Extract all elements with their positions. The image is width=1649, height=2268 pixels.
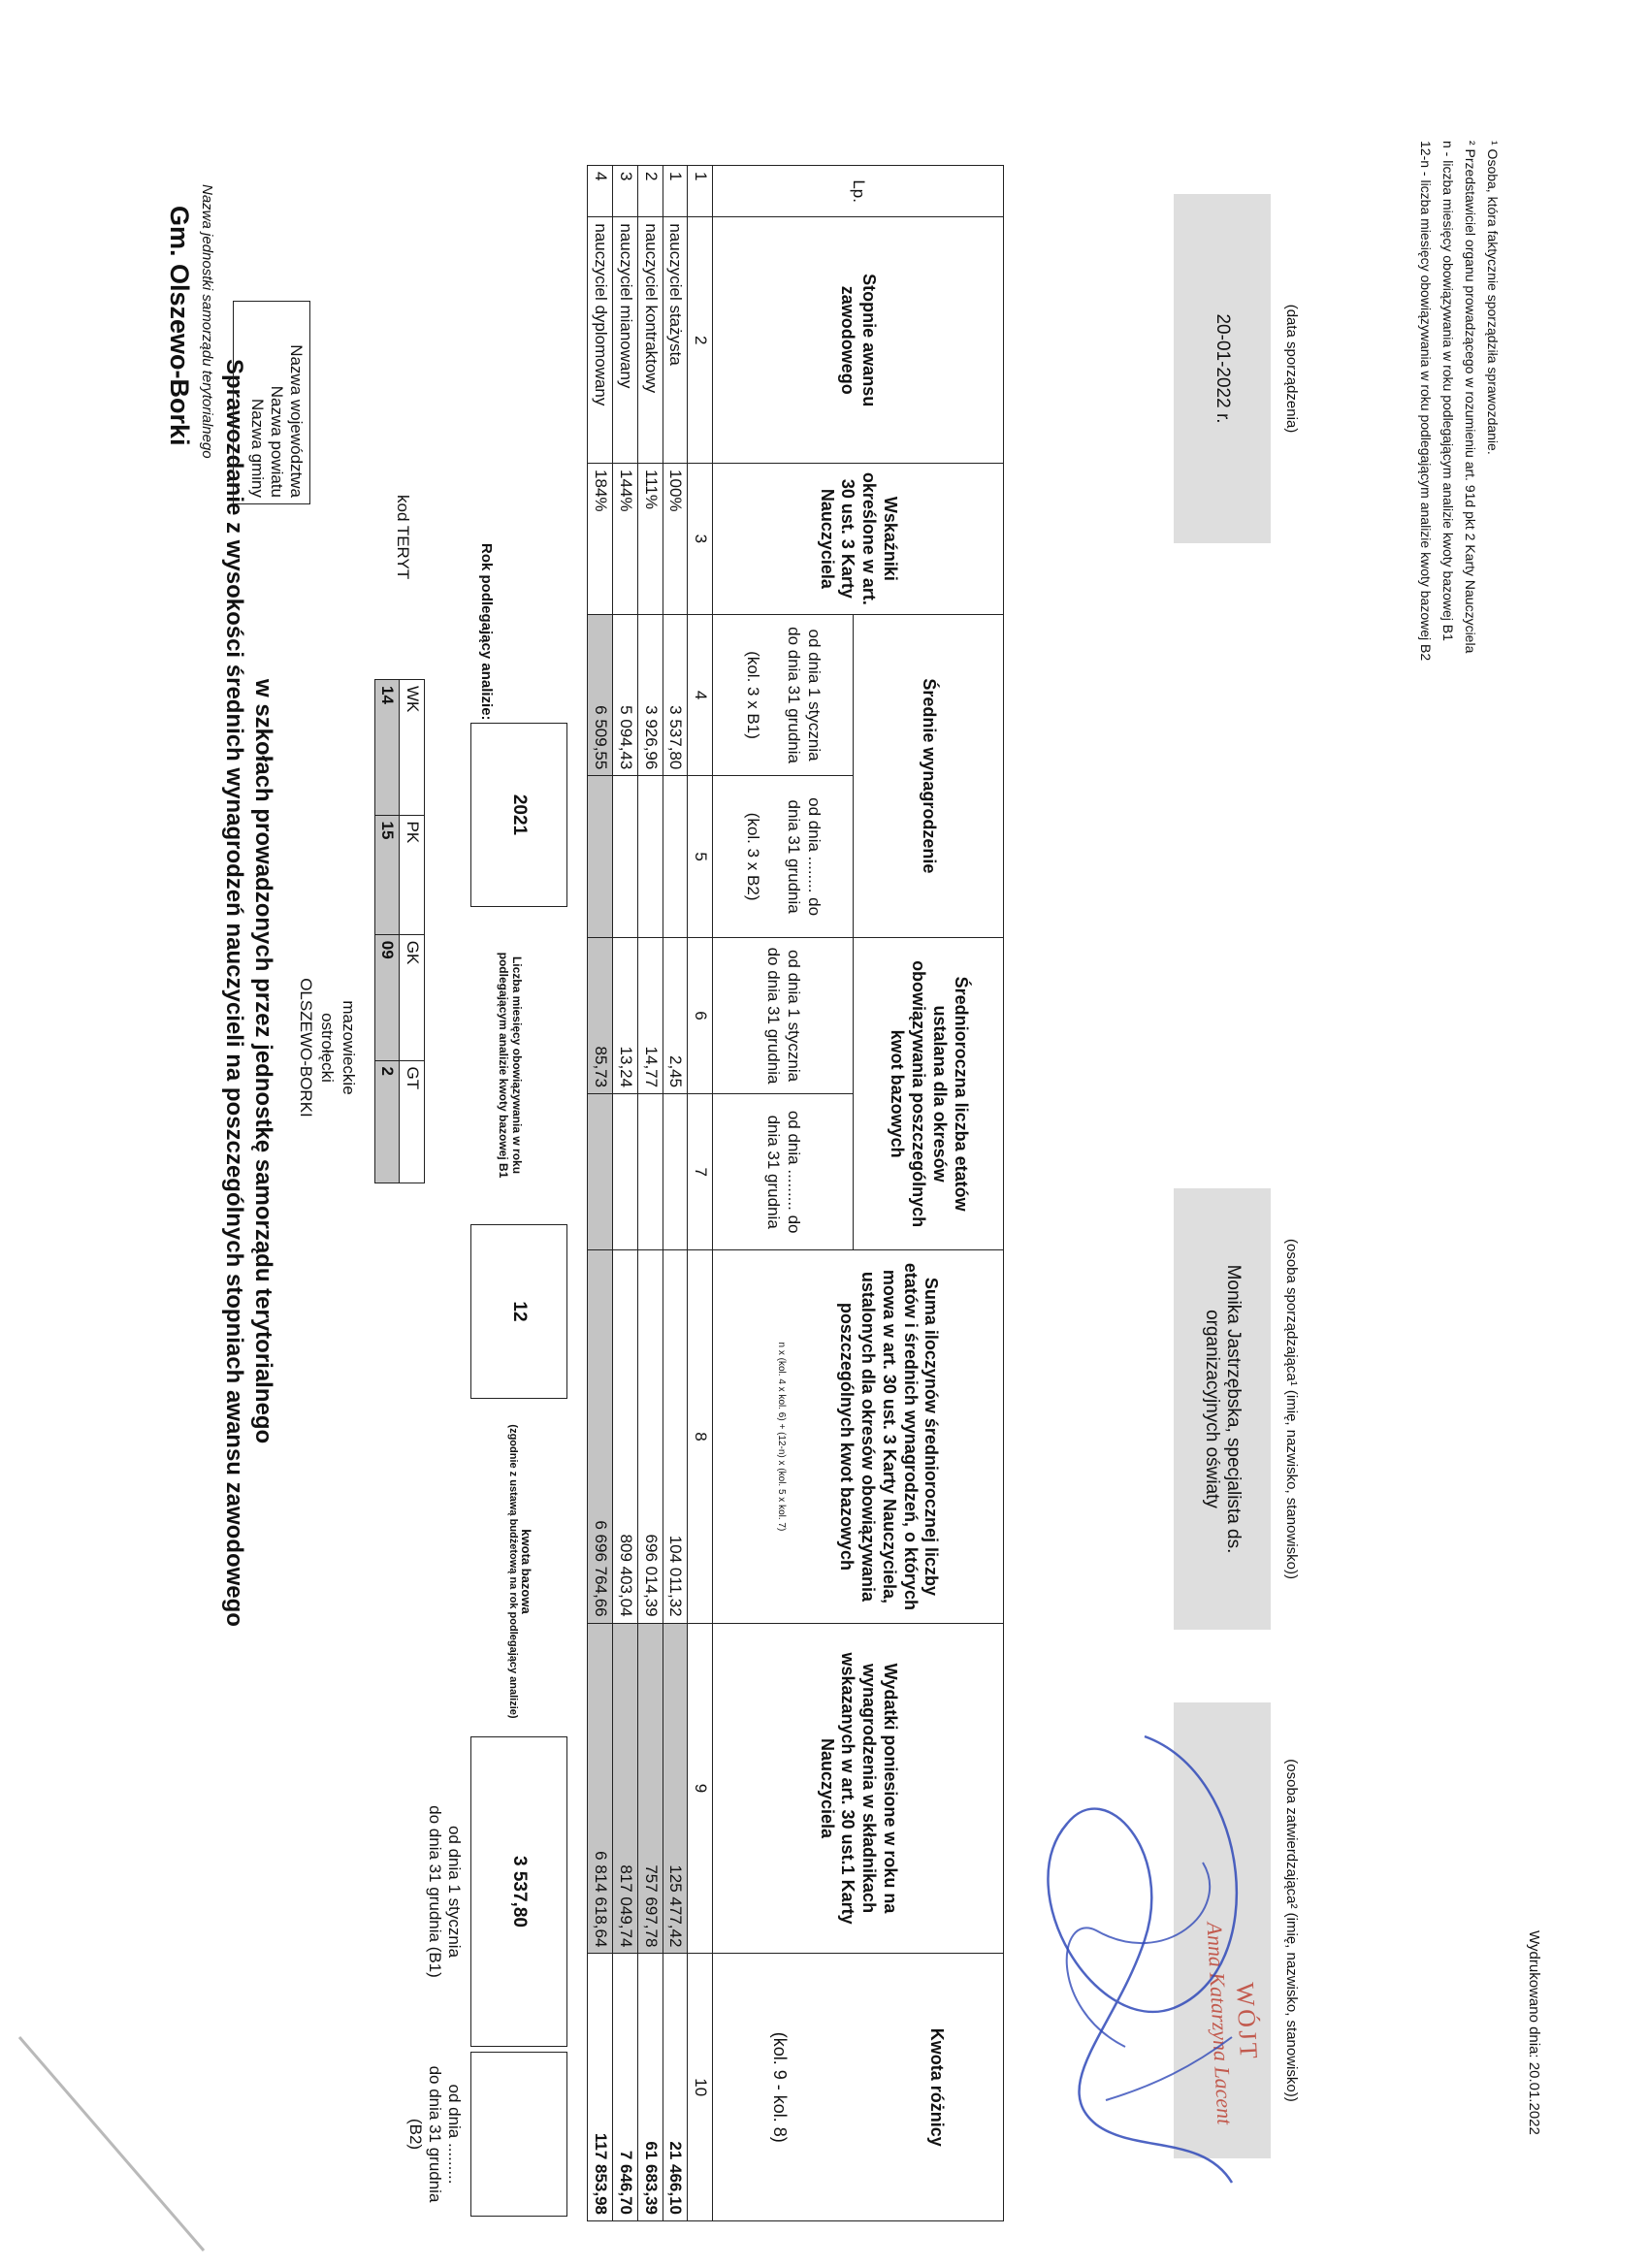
year-label: Rok podlegający analizie: bbox=[478, 543, 495, 721]
teryt-label: kod TERYT bbox=[394, 495, 412, 580]
row3-et-b bbox=[613, 1094, 638, 1250]
date-caption: (data sporządzenia) bbox=[1283, 304, 1300, 434]
table-row bbox=[637, 166, 663, 2221]
colnum-7: 7 bbox=[688, 1094, 713, 1250]
colnum-8: 8 bbox=[688, 1250, 713, 1623]
months-label: Liczba miesięcy obowiązywania w roku podlegającym analizie kwoty bazowej B1 bbox=[497, 952, 524, 1179]
b1-value: 3 537,80 bbox=[509, 1856, 530, 1928]
b1-value-box bbox=[470, 1736, 567, 2047]
unit-name: Gm. Olszewo-Borki bbox=[165, 206, 194, 446]
row4-roznica: 117 853,98 bbox=[588, 1954, 613, 2221]
colnum-2: 2 bbox=[688, 217, 713, 464]
year-value-box bbox=[470, 723, 567, 907]
footnote-4: 12-n - liczba miesięcy obowiązywania w roku podlegającym analizie kwoty bazowej B2 bbox=[1417, 141, 1434, 662]
colnum-4: 4 bbox=[688, 614, 713, 776]
row3-wydatki: 817 049,74 bbox=[613, 1623, 638, 1954]
row3-suma: 809 403,04 bbox=[613, 1250, 638, 1623]
year-value: 2021 bbox=[509, 794, 530, 836]
row3-roznica: 7 646,70 bbox=[613, 1954, 638, 2221]
header-srednie: Średnie wynagrodzenie bbox=[854, 614, 1004, 937]
row2-stopien: nauczyciel kontraktowy bbox=[637, 217, 663, 464]
row2-roznica: 61 683,39 bbox=[637, 1954, 663, 2221]
table-row bbox=[588, 166, 613, 2221]
row4-et-b bbox=[588, 1094, 613, 1250]
base-label-title: kwota bazowa bbox=[519, 1529, 534, 1614]
stamp-name: Anna Katarzyna Lacent bbox=[1202, 1921, 1238, 2125]
colnum-5: 5 bbox=[688, 776, 713, 938]
header-roznica bbox=[713, 1954, 1004, 2221]
teryt-value-pk: 15 bbox=[374, 815, 400, 934]
header-srednie-a-formula: (kol. 3 x B1) bbox=[743, 651, 762, 739]
b1-label-line1: od dnia 1 stycznia bbox=[445, 1825, 464, 1959]
printed-date: Wydrukowano dnia: 20.01.2022 bbox=[1526, 1930, 1542, 2135]
approver-caption: (osoba zatwierdzająca² (imię, nazwisko, stanowisko)) bbox=[1283, 1759, 1300, 2102]
preparer-caption: (osoba sporządzająca¹ (imię, nazwisko, stanowisko)) bbox=[1283, 1239, 1300, 1579]
b2-label bbox=[405, 2052, 464, 2217]
b1-label-line2: do dnia 31 grudnia (B1) bbox=[426, 1805, 444, 1978]
base-label bbox=[507, 1411, 534, 1732]
row1-sr-a: 3 537,80 bbox=[663, 614, 688, 776]
teryt-value-wk: 14 bbox=[374, 680, 400, 816]
row1-et-b bbox=[663, 1094, 688, 1250]
base-label-sub: (zgodnie z ustawą budżetową na rok podlegający analizie) bbox=[507, 1424, 519, 1719]
row4-sr-b bbox=[588, 776, 613, 938]
row3-sr-b bbox=[613, 776, 638, 938]
header-roznica-text: Kwota różnicy bbox=[927, 2027, 948, 2147]
footnote-3: n - liczba miesięcy obowiązywania w roku podlegającym analizie kwoty bazowej B1 bbox=[1439, 141, 1456, 641]
header-suma bbox=[713, 1250, 1004, 1623]
header-srednie-b bbox=[713, 776, 854, 938]
b1-label bbox=[425, 1736, 464, 2047]
report-title-line2: w szkołach prowadzonych przez jednostkę samorządu terytorialnego bbox=[250, 679, 276, 1444]
months-value-box bbox=[470, 1224, 567, 1399]
row2-wydatki: 757 697,78 bbox=[637, 1623, 663, 1954]
colnum-3: 3 bbox=[688, 464, 713, 615]
row2-sr-b bbox=[637, 776, 663, 938]
label-powiat: Nazwa powiatu bbox=[268, 385, 286, 498]
row2-lp: 2 bbox=[637, 166, 663, 217]
row3-lp: 3 bbox=[613, 166, 638, 217]
header-suma-text: Suma iloczynów średniorocznej liczby etatów i średnich wynagrodzeń, o których mowa w art. 30 ust. 3 Karty Nauczyciela, ustalonych dla okresów obowiązywania poszczególnych kwot bazowych bbox=[836, 1262, 942, 1610]
teryt-header-wk: WK bbox=[400, 680, 425, 816]
header-srednie-a bbox=[713, 614, 854, 776]
teryt-header-gt: GT bbox=[400, 1060, 425, 1183]
unit-caption: Nazwa jednostki samorządu terytorialnego bbox=[199, 184, 215, 459]
teryt-value-gk: 09 bbox=[374, 934, 400, 1060]
row1-stopien: nauczyciel stażysta bbox=[663, 217, 688, 464]
header-stopnie: Stopnie awansu zawodowego bbox=[713, 217, 1004, 464]
months-value: 12 bbox=[509, 1301, 530, 1322]
row4-suma: 6 696 764,66 bbox=[588, 1250, 613, 1623]
table-row bbox=[613, 166, 638, 2221]
header-srednie-a-text: od dnia 1 stycznia do dnia 31 grudnia bbox=[785, 627, 824, 763]
header-roznica-formula: (kol. 9 - kol. 8) bbox=[770, 2031, 791, 2143]
row2-sr-a: 3 926,96 bbox=[637, 614, 663, 776]
b2-value-box bbox=[470, 2052, 567, 2217]
value-powiat: ostrołęcki bbox=[317, 1013, 337, 1083]
header-etaty-b: od dnia ......... do dnia 31 grudnia bbox=[713, 1094, 854, 1250]
row2-et-b bbox=[637, 1094, 663, 1250]
row4-wydatki: 6 814 618,64 bbox=[588, 1623, 613, 1954]
header-wydatki: Wydatki poniesione w roku na wynagrodzenia w składnikach wskazanych w art. 30 ust.1 Karty Nauczyciela bbox=[713, 1623, 1004, 1954]
header-suma-formula: n x (kol. 4 x kol. 6) + (12-n) x (kol. 5 x kol. 7) bbox=[775, 1342, 787, 1532]
date-value: 20-01-2022 r. bbox=[1212, 313, 1233, 424]
header-etaty: Średnioroczna liczba etatów ustalana dla okresów obowiązywania poszczególnych kwot bazowych bbox=[854, 937, 1004, 1249]
date-box bbox=[1174, 194, 1271, 543]
header-wskazniki: Wskaźniki określone w art. 30 ust. 3 Karty Nauczyciela bbox=[713, 464, 1004, 615]
colnum-10: 10 bbox=[688, 1954, 713, 2221]
row1-wydatki: 125 477,42 bbox=[663, 1623, 688, 1954]
preparer-value: Monika Jastrzębska, specjalista ds. organizacyjnych oświaty bbox=[1202, 1264, 1244, 1554]
footnote-1: ¹ Osoba, która faktycznie sporządziła sprawozdanie. bbox=[1485, 141, 1501, 455]
header-srednie-b-formula: (kol. 3 x B2) bbox=[743, 812, 762, 901]
row4-lp: 4 bbox=[588, 166, 613, 217]
row1-sr-b bbox=[663, 776, 688, 938]
table-colnum-row bbox=[688, 166, 713, 2221]
teryt-value-gt: 2 bbox=[374, 1060, 400, 1183]
label-wojewodztwo: Nazwa województwa bbox=[287, 344, 306, 498]
b2-label-line2: do dnia 31 grudnia (B2) bbox=[406, 2065, 444, 2203]
preparer-box bbox=[1174, 1188, 1271, 1630]
value-wojewodztwo: mazowieckie bbox=[340, 1000, 358, 1095]
teryt-header-gk: GK bbox=[400, 934, 425, 1060]
row3-wskaznik: 144% bbox=[613, 464, 638, 615]
row1-roznica: 21 466,10 bbox=[663, 1954, 688, 2221]
row2-suma: 696 014,39 bbox=[637, 1250, 663, 1623]
label-gmina: Nazwa gminy bbox=[248, 398, 267, 498]
header-srednie-b-text: od dnia ........ do dnia 31 grudnia bbox=[785, 797, 824, 917]
row4-et-a: 85,73 bbox=[588, 937, 613, 1093]
teryt-table bbox=[374, 679, 425, 1183]
row1-lp: 1 bbox=[663, 166, 688, 217]
report-title-line1: Sprawozdanie z wysokości średnich wynagrodzeń nauczycieli na poszczególnych stopniach awansu zawodowego bbox=[221, 359, 247, 1627]
salary-table bbox=[587, 165, 1004, 2221]
row2-et-a: 14,77 bbox=[637, 937, 663, 1093]
value-gmina: OLSZEWO-BORKI bbox=[296, 978, 315, 1118]
header-lp: Lp. bbox=[713, 166, 1004, 217]
teryt-header-pk: PK bbox=[400, 815, 425, 934]
colnum-9: 9 bbox=[688, 1623, 713, 1954]
colnum-1: 1 bbox=[688, 166, 713, 217]
colnum-6: 6 bbox=[688, 937, 713, 1093]
stamp-title: WÓJT bbox=[1230, 1981, 1264, 2062]
row1-wskaznik: 100% bbox=[663, 464, 688, 615]
row3-sr-a: 5 094,43 bbox=[613, 614, 638, 776]
footnote-2: ² Przedstawiciel organu prowadzącego w rozumieniu art. 91d pkt 2 Karty Nauczyciela bbox=[1462, 141, 1478, 654]
location-values bbox=[295, 922, 359, 1174]
row1-suma: 104 011,32 bbox=[663, 1250, 688, 1623]
row2-wskaznik: 111% bbox=[637, 464, 663, 615]
row4-sr-a: 6 509,55 bbox=[588, 614, 613, 776]
row4-wskaznik: 184% bbox=[588, 464, 613, 615]
row1-et-a: 2,45 bbox=[663, 937, 688, 1093]
handwritten-signature bbox=[970, 1717, 1290, 2221]
header-etaty-a: od dnia 1 stycznia do dnia 31 grudnia bbox=[713, 937, 854, 1093]
footnotes bbox=[1414, 141, 1504, 661]
row3-stopien: nauczyciel mianowany bbox=[613, 217, 638, 464]
location-labels-box bbox=[233, 301, 310, 504]
row3-et-a: 13,24 bbox=[613, 937, 638, 1093]
table-row bbox=[663, 166, 688, 2221]
b2-label-line1: od dnia ......... bbox=[445, 2084, 464, 2185]
row4-stopien: nauczyciel dyplomowany bbox=[588, 217, 613, 464]
scan-streak-decoration bbox=[10, 2027, 213, 2260]
